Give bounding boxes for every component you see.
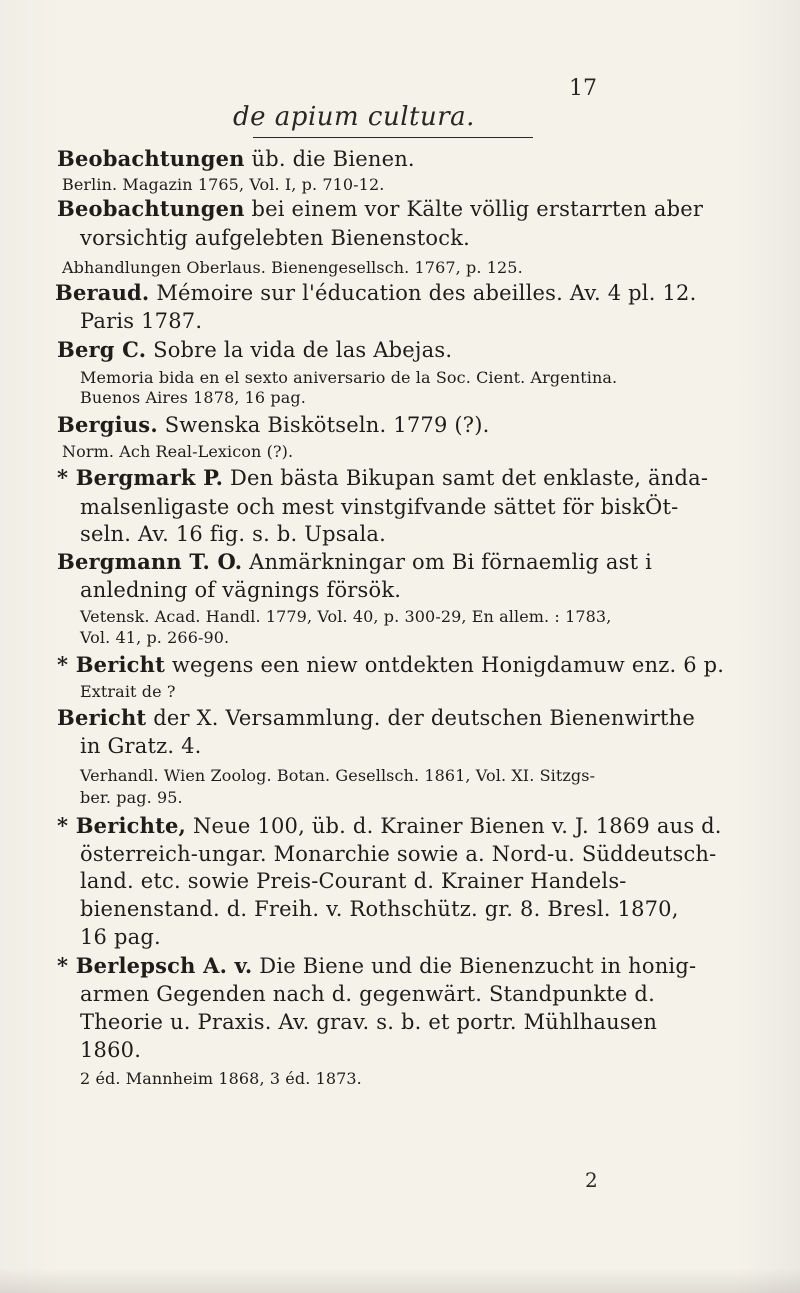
entry-line: bienenstand. d. Freih. v. Rothschütz. gr. 8. Bresl. 1870, <box>80 897 679 921</box>
entry-citation: Memoria bida en el sexto aniversario de la Soc. Cient. Argentina. <box>80 368 618 387</box>
entry-line: 1860. <box>80 1038 142 1062</box>
entry-citation: Extrait de ? <box>80 682 176 701</box>
entry-line: land. etc. sowie Preis-Courant d. Krainer Handels- <box>80 869 627 893</box>
entry-heading: Bergmann T. O. <box>57 549 243 574</box>
page-number: 17 <box>569 76 597 101</box>
entry-heading: * Berichte, <box>57 813 187 838</box>
entry-line <box>57 549 652 575</box>
entry-citation: Norm. Ach Real-Lexicon (?). <box>62 442 294 461</box>
entry-line: in Gratz. 4. <box>80 734 202 758</box>
entry-heading: Bericht <box>57 705 147 730</box>
entry-line: armen Gegenden nach d. gegenwärt. Standpunkte d. <box>80 982 655 1006</box>
entry-line: seln. Av. 16 fig. s. b. Upsala. <box>80 522 386 546</box>
entry-line: 16 pag. <box>80 925 161 949</box>
entry-line <box>57 196 703 222</box>
entry-citation: Buenos Aires 1878, 16 pag. <box>80 388 306 407</box>
entry-heading: Bergius. <box>57 412 158 437</box>
entry-heading: Berg C. <box>57 337 147 362</box>
entry-heading: Beobachtungen <box>57 196 245 221</box>
entry-citation: Abhandlungen Oberlaus. Bienengesellsch. 1767, p. 125. <box>62 258 523 277</box>
entry-line <box>57 146 415 172</box>
entry-citation: ber. pag. 95. <box>80 788 183 807</box>
entry-line: malsenligaste och mest vinstgifvande sättet för biskÖt- <box>80 495 679 519</box>
page-bottom-edge <box>0 1268 800 1293</box>
entry-line <box>57 412 490 438</box>
entry-text: wegens een niew ontdekten Honigdamuw enz. 6 p. <box>165 653 725 677</box>
entry-text: Anmärkningar om Bi förnaemlig ast i <box>242 550 653 574</box>
entry-citation: Verhandl. Wien Zoolog. Botan. Gesellsch. 1861, Vol. XI. Sitzgs- <box>80 766 596 785</box>
entry-heading: Beraud. <box>55 280 150 305</box>
entry-citation: Vetensk. Acad. Handl. 1779, Vol. 40, p. 300-29, En allem. : 1783, <box>80 607 612 626</box>
entry-line <box>55 280 696 306</box>
entry-heading: Beobachtungen <box>57 146 245 171</box>
entry-text: Swenska Biskötseln. 1779 (?). <box>157 413 490 437</box>
entry-text: Neue 100, üb. d. Krainer Bienen v. J. 1869 aus d. <box>186 814 722 838</box>
entry-text: üb. die Bienen. <box>244 147 415 171</box>
entry-citation: Vol. 41, p. 266-90. <box>80 628 230 647</box>
entry-citation: 2 éd. Mannheim 1868, 3 éd. 1873. <box>80 1069 362 1088</box>
entry-line <box>57 813 722 839</box>
entry-text: der X. Versammlung. der deutschen Bienenwirthe <box>146 706 695 730</box>
entry-line: österreich-ungar. Monarchie sowie a. Nord-u. Süddeutsch- <box>80 842 717 866</box>
entry-line <box>57 465 708 491</box>
entry-text: Sobre la vida de las Abejas. <box>146 338 453 362</box>
header-rule <box>253 137 533 138</box>
sheet-signature-mark: 2 <box>585 1168 598 1192</box>
entry-line <box>57 953 696 979</box>
entry-citation: Berlin. Magazin 1765, Vol. I, p. 710-12. <box>62 175 385 194</box>
entry-text: Die Biene und die Bienenzucht in honig- <box>252 954 697 978</box>
entry-line <box>57 337 452 363</box>
entry-line <box>57 705 695 731</box>
entry-heading: * Bergmark P. <box>57 465 224 490</box>
entry-text: bei einem vor Kälte völlig erstarrten aber <box>244 197 704 221</box>
entry-text: Mémoire sur l'éducation des abeilles. Av. 4 pl. 12. <box>149 281 697 305</box>
entry-line: anledning of vägnings försök. <box>80 578 402 602</box>
entry-line <box>57 652 724 678</box>
entry-line: vorsichtig aufgelebten Bienenstock. <box>80 226 471 250</box>
entry-text: Den bästa Bikupan samt det enklaste, ända- <box>223 466 709 490</box>
entry-line: Paris 1787. <box>80 309 203 333</box>
entry-heading: * Bericht <box>57 652 165 677</box>
entry-line: Theorie u. Praxis. Av. grav. s. b. et portr. Mühlhausen <box>80 1010 658 1034</box>
running-title: de apium cultura. <box>233 102 475 132</box>
entry-heading: * Berlepsch A. v. <box>57 953 253 978</box>
